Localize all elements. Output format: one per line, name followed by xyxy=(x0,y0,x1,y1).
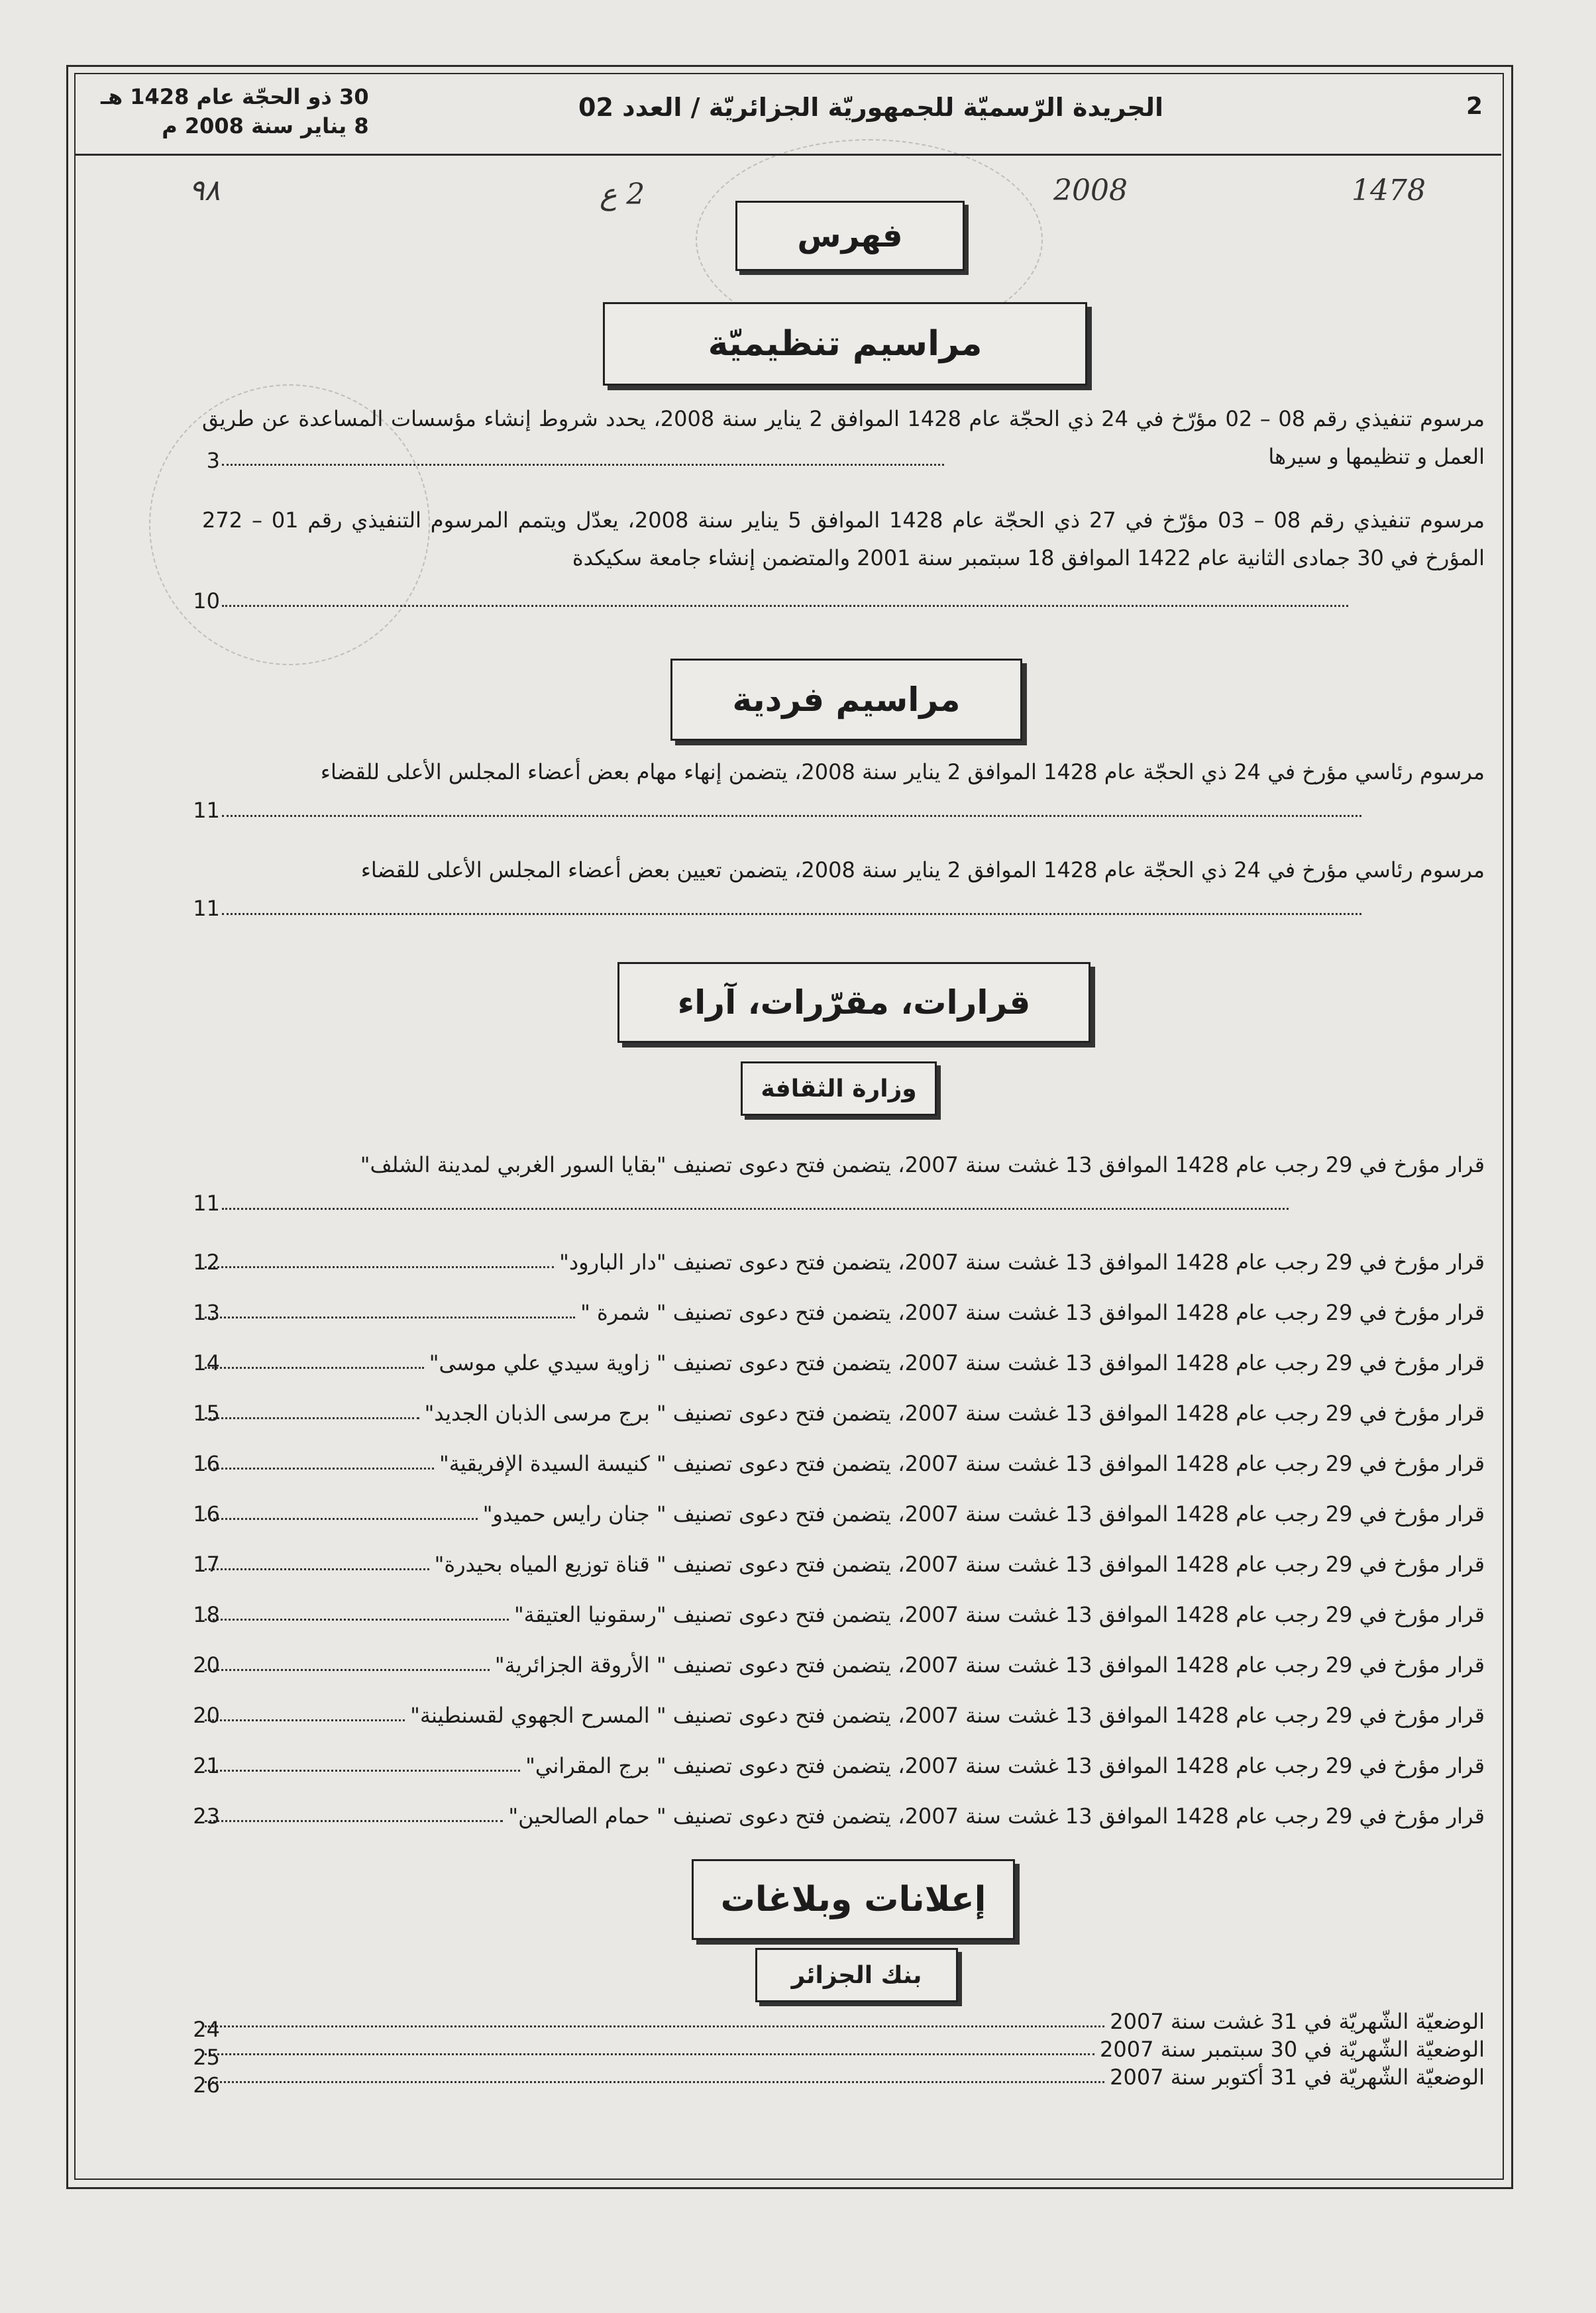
section-heading-text: مراسيم فردية xyxy=(732,680,961,719)
toc-entry[interactable] xyxy=(202,1542,1485,1586)
entry-text: مرسوم تنفيذي رقم 08 – 03 مؤرّخ في 27 ذي الحجّة عام 1428 الموافق 5 يناير سنة 2008، يعدّل ويتمم المرسوم التنفيذي رقم 01 – 272 المؤرخ في 30 جمادى الثانية عام 1422 الموافق 18 سبتمبر سنة 2001 والمتضمن إنشاء جامعة سكيكدة xyxy=(202,508,1485,570)
leader-dots xyxy=(205,1257,554,1268)
leader-dots xyxy=(222,598,1348,607)
entry-page-number: 25 xyxy=(193,2045,220,2070)
leader-dots xyxy=(205,1458,434,1470)
entry-text: قرار مؤرخ في 29 رجب عام 1428 الموافق 13 غشت سنة 2007، يتضمن فتح دعوى تصنيف " الأروقة الجزائرية" xyxy=(494,1652,1485,1678)
entry-text: قرار مؤرخ في 29 رجب عام 1428 الموافق 13 غشت سنة 2007، يتضمن فتح دعوى تصنيف " كنيسة السيدة الإفريقية" xyxy=(439,1451,1485,1476)
section-heading-announcements xyxy=(692,1859,1015,1940)
leader-dots xyxy=(205,1760,520,1772)
toc-entry[interactable] xyxy=(202,2063,1485,2091)
toc-entry[interactable] xyxy=(202,2008,1485,2035)
entry-page-number: 15 xyxy=(193,1401,220,1426)
entry-text: الوضعيّة الشّهريّة في 31 غشت سنة 2007 xyxy=(1110,2009,1485,2034)
toc-entry[interactable] xyxy=(202,1291,1485,1334)
toc-entry[interactable] xyxy=(202,2035,1485,2063)
entry-text: قرار مؤرخ في 29 رجب عام 1428 الموافق 13 غشت سنة 2007، يتضمن فتح دعوى تصنيف "دار البارود" xyxy=(559,1250,1485,1275)
section-heading-text: مراسيم تنظيميّة xyxy=(708,324,983,364)
page-number: 2 xyxy=(1465,93,1483,120)
toc-entry[interactable] xyxy=(202,1442,1485,1485)
page-header xyxy=(74,73,1501,156)
entry-text: مرسوم رئاسي مؤرخ في 24 ذي الحجّة عام 1428 الموافق 2 يناير سنة 2008، يتضمن تعيين بعض أعضاء المجلس الأعلى للقضاء xyxy=(360,857,1485,883)
toc-entry[interactable] xyxy=(202,1794,1485,1838)
section-heading-decisions xyxy=(617,962,1091,1043)
section-heading-text: قرارات، مقرّرات، آراء xyxy=(677,983,1031,1022)
leader-dots xyxy=(205,2016,1104,2027)
entry-text: مرسوم رئاسي مؤرخ في 24 ذي الحجّة عام 1428 الموافق 2 يناير سنة 2008، يتضمن إنهاء مهام بعض أعضاء المجلس الأعلى للقضاء xyxy=(320,759,1485,784)
bank-heading-text: بنك الجزائر xyxy=(791,1961,922,1989)
leader-dots xyxy=(205,1710,405,1721)
leader-dots xyxy=(205,2044,1094,2055)
section-heading-individual-decrees xyxy=(670,659,1022,741)
entry-text: قرار مؤرخ في 29 رجب عام 1428 الموافق 13 غشت سنة 2007، يتضمن فتح دعوى تصنيف " المسرح الجهوي لقسنطينة" xyxy=(410,1703,1485,1728)
bank-heading xyxy=(755,1948,958,2002)
leader-dots xyxy=(222,1201,1289,1210)
entry-page-number: 11 xyxy=(193,1191,220,1216)
entry-page-number: 21 xyxy=(193,1753,220,1778)
section-heading-regulatory-decrees xyxy=(603,302,1087,386)
toc-entry[interactable] xyxy=(202,1341,1485,1385)
toc-entry[interactable] xyxy=(202,1593,1485,1637)
entry-text: قرار مؤرخ في 29 رجب عام 1428 الموافق 13 غشت سنة 2007، يتضمن فتح دعوى تصنيف " شمرة " xyxy=(580,1300,1485,1325)
leader-dots xyxy=(205,1307,575,1318)
toc-title-text: فهرس xyxy=(797,217,903,254)
entry-text: قرار مؤرخ في 29 رجب عام 1428 الموافق 13 غشت سنة 2007، يتضمن فتح دعوى تصنيف "بقايا السور الغربي لمدينة الشلف" xyxy=(360,1152,1485,1177)
leader-dots xyxy=(205,1358,424,1369)
entry-page-number: 20 xyxy=(193,1652,220,1678)
toc-entry[interactable] xyxy=(202,1391,1485,1435)
toc-title xyxy=(735,201,965,271)
entry-page-number: 20 xyxy=(193,1703,220,1728)
entry-page-number: 24 xyxy=(193,2017,220,2042)
entry-text: قرار مؤرخ في 29 رجب عام 1428 الموافق 13 غشت سنة 2007، يتضمن فتح دعوى تصنيف " برج المقراني" xyxy=(525,1753,1485,1778)
entry-text: قرار مؤرخ في 29 رجب عام 1428 الموافق 13 غشت سنة 2007، يتضمن فتح دعوى تصنيف " جنان رايس حميدو" xyxy=(482,1501,1485,1527)
toc-entry[interactable] xyxy=(202,1744,1485,1788)
toc-entry[interactable] xyxy=(202,1643,1485,1687)
leader-dots xyxy=(205,1408,419,1419)
entry-text: قرار مؤرخ في 29 رجب عام 1428 الموافق 13 غشت سنة 2007، يتضمن فتح دعوى تصنيف " زاوية سيدي علي موسى" xyxy=(429,1350,1485,1375)
handwritten-note: 1478 xyxy=(1352,174,1426,207)
handwritten-note: 2 ع xyxy=(600,178,645,211)
entry-page-number: 11 xyxy=(193,798,220,823)
entry-page-number: 16 xyxy=(193,1451,220,1476)
handwritten-note: 2008 xyxy=(1053,174,1128,207)
toc-entry[interactable] xyxy=(202,851,1485,889)
entry-page-number: 11 xyxy=(193,896,220,921)
entry-text: الوضعيّة الشّهريّة في 30 سبتمبر سنة 2007 xyxy=(1100,2037,1485,2062)
leader-dots xyxy=(205,2072,1104,2083)
entry-page-number: 13 xyxy=(193,1300,220,1325)
entry-text: الوضعيّة الشّهريّة في 31 أكتوبر سنة 2007 xyxy=(1110,2065,1485,2090)
date-gregorian: 8 يناير سنة 2008 م xyxy=(162,113,369,138)
entry-text: مرسوم تنفيذي رقم 08 – 02 مؤرّخ في 24 ذي الحجّة عام 1428 الموافق 2 يناير سنة 2008، يحدد شروط إنشاء مؤسسات المساعدة عن طريق العمل و تنظيمها و سيرها xyxy=(202,406,1485,469)
leader-dots xyxy=(222,808,1361,817)
entry-page-number: 23 xyxy=(193,1803,220,1829)
toc-entry[interactable] xyxy=(202,753,1485,791)
leader-dots xyxy=(205,1559,429,1570)
leader-dots xyxy=(205,1609,509,1621)
issue-date xyxy=(101,82,369,140)
entry-text: قرار مؤرخ في 29 رجب عام 1428 الموافق 13 غشت سنة 2007، يتضمن فتح دعوى تصنيف " حمام الصالحين" xyxy=(508,1803,1485,1829)
entry-page-number: 3 xyxy=(206,448,220,473)
entry-page-number: 14 xyxy=(193,1350,220,1375)
journal-title: الجريدة الرّسميّة للجمهوريّة الجزائريّة / العدد 02 xyxy=(578,93,1163,122)
toc-entry[interactable] xyxy=(202,1492,1485,1536)
date-hijri: 30 ذو الحجّة عام 1428 هـ xyxy=(101,84,369,109)
toc-entry[interactable] xyxy=(202,1240,1485,1284)
section-heading-text: إعلانات وبلاغات xyxy=(720,1880,986,1919)
entry-page-number: 18 xyxy=(193,1602,220,1627)
entry-text: قرار مؤرخ في 29 رجب عام 1428 الموافق 13 غشت سنة 2007، يتضمن فتح دعوى تصنيف "رسقونيا العتيقة" xyxy=(513,1602,1485,1627)
toc-entry[interactable] xyxy=(202,1694,1485,1737)
leader-dots xyxy=(205,1660,490,1671)
entry-page-number: 17 xyxy=(193,1552,220,1577)
entry-page-number: 12 xyxy=(193,1250,220,1275)
leader-dots xyxy=(222,457,944,466)
ministry-heading-text: وزارة الثقافة xyxy=(761,1075,917,1103)
leader-dots xyxy=(205,1509,478,1520)
entry-page-number: 10 xyxy=(193,588,220,614)
entry-text: قرار مؤرخ في 29 رجب عام 1428 الموافق 13 غشت سنة 2007، يتضمن فتح دعوى تصنيف " برج مرسى الذبان الجديد" xyxy=(424,1401,1485,1426)
entry-page-number: 16 xyxy=(193,1501,220,1527)
entry-page-number: 26 xyxy=(193,2072,220,2098)
toc-entry[interactable] xyxy=(202,1146,1485,1184)
leader-dots xyxy=(205,1811,503,1822)
handwritten-note: ٩٨ xyxy=(189,174,221,207)
toc-entry[interactable] xyxy=(202,502,1485,577)
leader-dots xyxy=(222,906,1361,915)
entry-text: قرار مؤرخ في 29 رجب عام 1428 الموافق 13 غشت سنة 2007، يتضمن فتح دعوى تصنيف " قناة توزيع المياه بحيدرة" xyxy=(434,1552,1485,1577)
ministry-heading xyxy=(741,1061,937,1116)
